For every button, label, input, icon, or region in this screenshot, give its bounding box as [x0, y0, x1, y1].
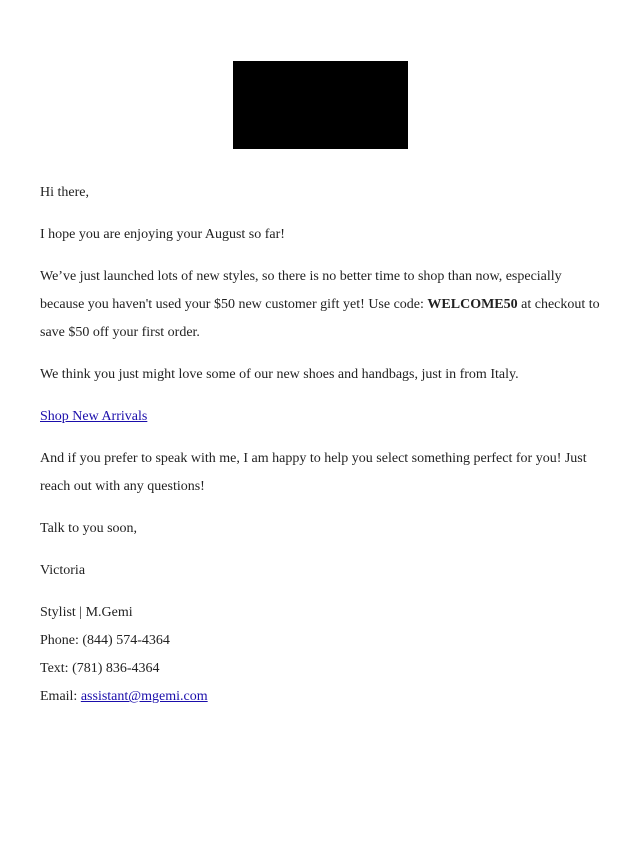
signature-title: Stylist | M.Gemi	[40, 605, 133, 620]
sender-name: Victoria	[40, 563, 86, 578]
signature-phone: Phone: (844) 574-4364	[40, 633, 170, 648]
cta-paragraph	[40, 403, 600, 431]
signature-email	[40, 683, 600, 711]
signature-email-label: Email:	[40, 689, 81, 704]
signature-block	[40, 599, 600, 711]
brand-logo-image[interactable]	[233, 61, 408, 149]
promo-paragraph	[40, 263, 600, 347]
promo-code: WELCOME50	[427, 297, 518, 312]
intro-line: I hope you are enjoying your August so far!	[40, 227, 285, 242]
message-content	[40, 179, 600, 711]
email-address-link[interactable]: assistant@mgemi.com	[80, 689, 208, 704]
new-arrivals-line: We think you just might love some of our new shoes and handbags, just in from Italy.	[40, 367, 519, 382]
promo-text-after: at checkout to save $50 off your first order.	[40, 297, 600, 340]
greeting: Hi there,	[40, 185, 89, 200]
logo-container	[40, 0, 600, 149]
closing-line: Talk to you soon,	[40, 521, 138, 536]
help-paragraph: And if you prefer to speak with me, I am happy to help you select something perfect for you! Just reach out with any questions!	[40, 451, 587, 494]
promo-text-before: We’ve just launched lots of new styles, so there is no better time to shop than now, especially because you haven't used your $50 new customer gift yet! Use code:	[40, 269, 562, 312]
shop-new-arrivals-link[interactable]: Shop New Arrivals	[40, 409, 148, 424]
signature-text: Text: (781) 836-4364	[40, 661, 160, 676]
